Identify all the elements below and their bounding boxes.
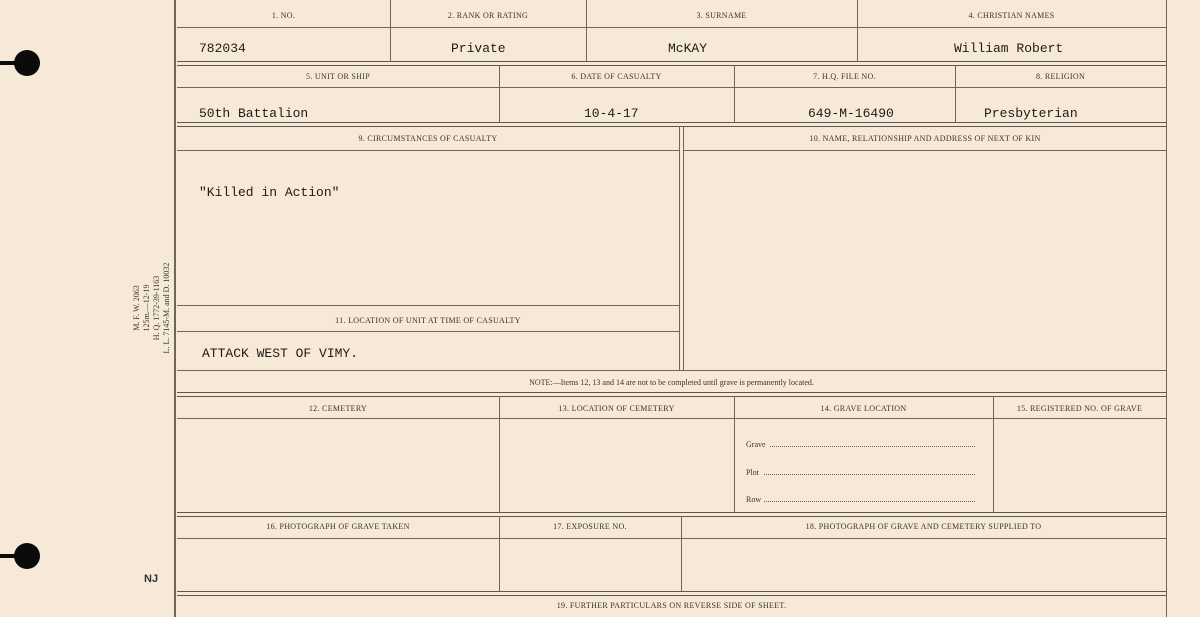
value-unit: 50th Battalion: [199, 106, 309, 121]
row3-label-rule-left: [177, 150, 679, 151]
value-location-unit: ATTACK WEST OF VIMY.: [202, 346, 359, 361]
value-surname: McKAY: [668, 41, 708, 56]
label-date-casualty: 6. DATE OF CASUALTY: [571, 72, 662, 81]
label-christian-names: 4. CHRISTIAN NAMES: [968, 11, 1055, 20]
row2-bottom-rule: [177, 122, 1166, 127]
row2-label-rule: [177, 87, 1166, 88]
label-unit: 5. UNIT OR SHIP: [306, 72, 370, 81]
label-location-unit: 11. LOCATION OF UNIT AT TIME OF CASUALTY: [335, 316, 521, 325]
right-border: [1166, 0, 1167, 617]
row4-bottom-rule: [177, 512, 1166, 517]
row1-bottom-rule: [177, 61, 1166, 66]
row-line: [764, 501, 975, 502]
grave-line: [770, 446, 975, 447]
label-cemetery: 12. CEMETERY: [308, 404, 368, 413]
row1-label-rule: [177, 27, 1166, 28]
row-line-label: Row: [746, 495, 762, 504]
footer-initials: NJ: [144, 573, 159, 585]
row3-label-rule-right: [684, 150, 1166, 151]
label-rank: 2. RANK OR RATING: [447, 11, 529, 20]
label-grave-location: 14. GRAVE LOCATION: [820, 404, 907, 413]
value-rank: Private: [451, 41, 506, 56]
value-circumstances: "Killed in Action": [199, 185, 340, 200]
punch-hole-bottom: [14, 543, 40, 569]
row5-label-rule: [177, 538, 1166, 539]
value-date-casualty: 10-4-17: [584, 106, 639, 121]
label-photo-taken: 16. PHOTOGRAPH OF GRAVE TAKEN: [266, 522, 410, 531]
value-hq-file: 649-M-16490: [808, 106, 894, 121]
plot-line-label: Plot: [746, 468, 759, 477]
row5-bottom-rule: [177, 591, 1166, 596]
plot-line: [764, 474, 975, 475]
left-border: [174, 0, 176, 617]
label-exposure: 17. EXPOSURE NO.: [553, 522, 627, 531]
label-cemetery-location: 13. LOCATION OF CEMETERY: [558, 404, 675, 413]
label-religion: 8. RELIGION: [1035, 72, 1086, 81]
label-next-of-kin: 10. NAME, RELATIONSHIP AND ADDRESS OF NEXT OF KIN: [809, 134, 1041, 143]
punch-hole-top: [14, 50, 40, 76]
label-no: 1. NO.: [271, 11, 296, 20]
loc-top-rule: [177, 305, 679, 306]
row4-label-rule: [177, 418, 1166, 419]
note-text: NOTE:—Items 12, 13 and 14 are not to be completed until grave is permanently located.: [529, 378, 814, 387]
loc-label-rule: [177, 331, 679, 332]
label-surname: 3. SURNAME: [696, 11, 747, 20]
grave-line-label: Grave: [746, 440, 766, 449]
form-print-code: M. F. W. 2063 125m.—12-19 H. Q. 1772-39-1163 L. L. 7145-M. and D. 10032: [132, 262, 171, 354]
value-religion: Presbyterian: [984, 106, 1078, 121]
label-hq-file: 7. H.Q. FILE NO.: [813, 72, 876, 81]
label-photo-supplied: 18. PHOTOGRAPH OF GRAVE AND CEMETERY SUPPLIED TO: [805, 522, 1042, 531]
value-no: 782034: [199, 41, 246, 56]
note-bottom-rule: [177, 392, 1166, 397]
row3-bottom-rule: [177, 370, 1166, 371]
label-circumstances: 9. CIRCUMSTANCES OF CASUALTY: [358, 134, 498, 143]
value-christian-names: William Robert: [954, 41, 1064, 56]
label-further: 19. FURTHER PARTICULARS ON REVERSE SIDE OF SHEET.: [556, 601, 787, 610]
label-registered-no: 15. REGISTERED NO. OF GRAVE: [1016, 404, 1143, 413]
